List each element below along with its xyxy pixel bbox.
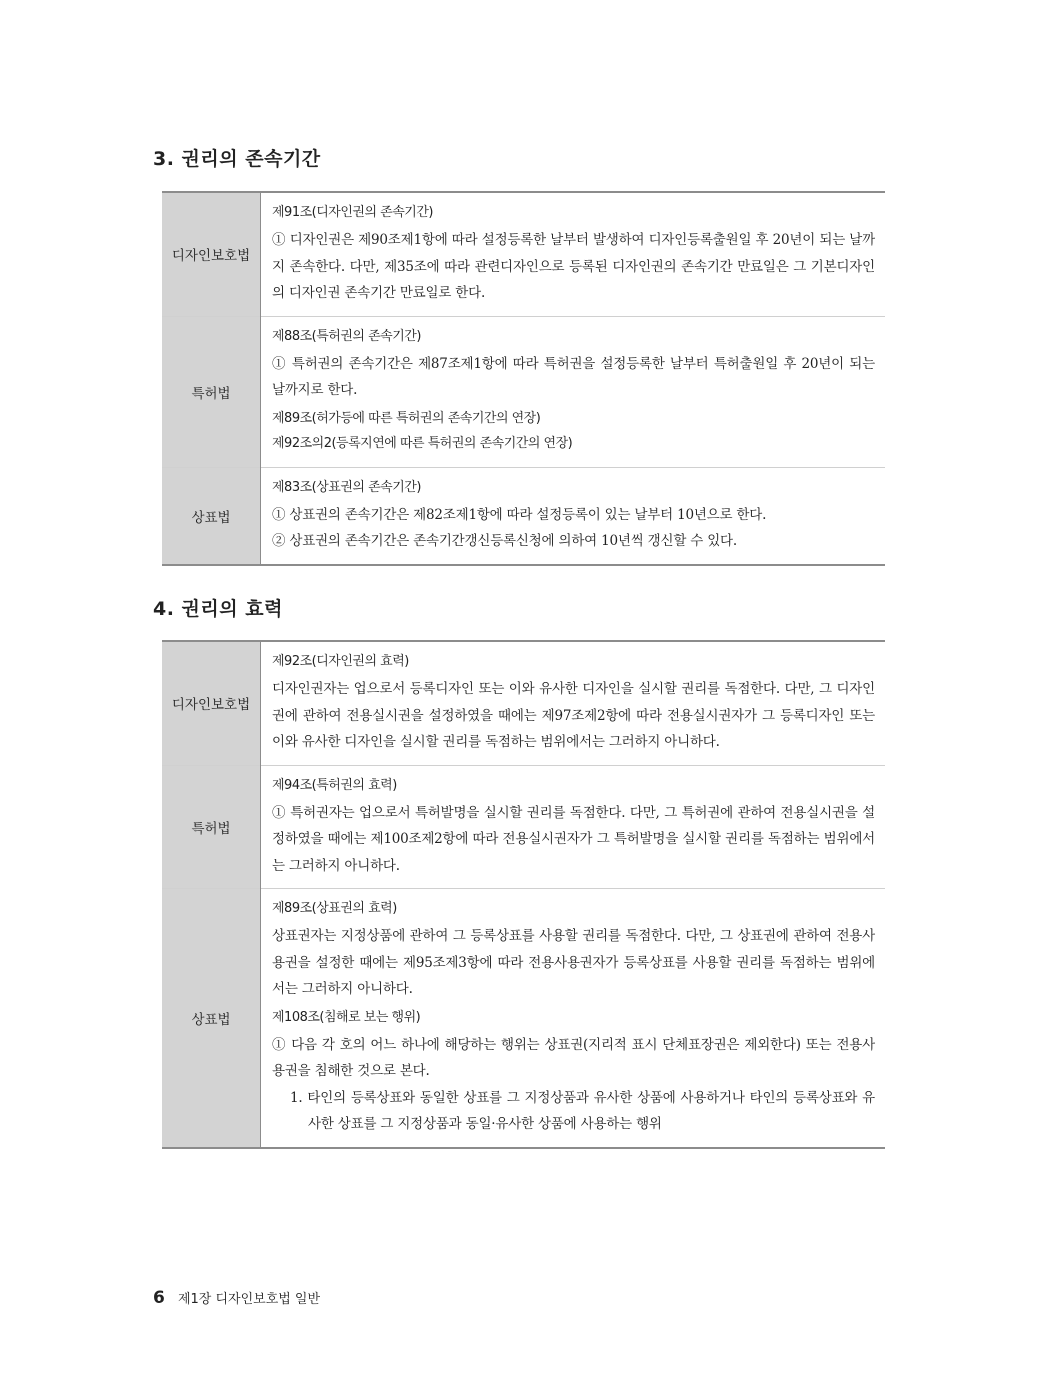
law-row xyxy=(162,765,885,889)
provision-text: ① 특허권자는 업으로서 특허발명을 실시할 권리를 독점한다. 다만, 그 특허권에 관하여 전용실시권을 설정하였을 때에는 제100조제2항에 따라 전용실시권자가 그 특허발명을 실시할 권리를 독점하는 범위에서는 그러하지 아니하다. xyxy=(272,804,875,874)
article-heading: 제89조(허가등에 따른 특허권의 존속기간의 연장) xyxy=(272,410,541,426)
law-row xyxy=(162,316,885,467)
duration-table-body xyxy=(162,192,885,565)
duration-table xyxy=(162,191,885,566)
page-number: 6 xyxy=(153,1288,165,1308)
article-heading: 제89조(상표권의 효력) xyxy=(272,901,397,916)
provision-text: 상표권자는 지정상품에 관하여 그 등록상표를 사용할 권리를 독점한다. 다만, 그 상표권에 관하여 전용사용권을 설정한 때에는 제95조제3항에 따라 전용사용권자가 등록상표를 사용할 권리를 독점하는 범위에서는 그러하지 아니하다. xyxy=(272,928,875,997)
article-heading: 제88조(특허권의 존속기간) xyxy=(272,328,421,344)
article-heading: 제92조의2(등록지연에 따른 특허권의 존속기간의 연장) xyxy=(272,435,573,451)
law-row xyxy=(162,889,885,1148)
law-row xyxy=(162,467,885,565)
section-title-duration: 3. 권리의 존속기간 xyxy=(153,148,321,170)
article-heading: 제94조(특허권의 효력) xyxy=(272,777,397,793)
provision-text: 디자인권자는 업으로서 등록디자인 또는 이와 유사한 디자인을 실시할 권리를 독점한다. 다만, 그 디자인권에 관하여 전용실시권을 설정하였을 때에는 제97조제2항에 따라 전용실시권자가 그 등록디자인 또는 이와 유사한 디자인을 실시할 권리를 독점하는 범위에서는 그러하지 아니하다. xyxy=(272,681,875,750)
provision-cell xyxy=(261,192,886,316)
provision-cell xyxy=(261,316,886,467)
law-name-cell: 상표법 xyxy=(162,467,261,565)
provision-text: ① 상표권의 존속기간은 제82조제1항에 따라 설정등록이 있는 날부터 10년으로 한다. xyxy=(272,506,767,523)
article-heading: 제83조(상표권의 존속기간) xyxy=(272,479,421,495)
law-name-cell: 디자인보호법 xyxy=(162,192,261,316)
article-heading: 제108조(침해로 보는 행위) xyxy=(272,1009,421,1025)
law-row xyxy=(162,641,885,765)
provision-cell xyxy=(261,641,886,765)
page-footer xyxy=(153,1288,320,1308)
law-name-cell: 특허법 xyxy=(162,316,261,467)
law-row xyxy=(162,192,885,316)
effect-table-body xyxy=(162,641,885,1148)
provision-text: ① 특허권의 존속기간은 제87조제1항에 따라 특허권을 설정등록한 날부터 특허출원일 후 20년이 되는 날까지로 한다. xyxy=(272,355,875,398)
law-name-cell: 상표법 xyxy=(162,889,261,1148)
section-title-effect: 4. 권리의 효력 xyxy=(153,598,283,620)
provision-text: ① 디자인권은 제90조제1항에 따라 설정등록한 날부터 발생하여 디자인등록출원일 후 20년이 되는 날까지 존속한다. 다만, 제35조에 따라 관련디자인으로 등록된 디자인권의 존속기간 만료일은 그 기본디자인의 디자인권 존속기간 만료일로 한다. xyxy=(272,232,875,301)
provision-item: 1. 타인의 등록상표와 동일한 상표를 그 지정상품과 유사한 상품에 사용하거나 타인의 등록상표와 유사한 상표를 그 지정상품과 동일·유사한 상품에 사용하는 행위 xyxy=(290,1089,875,1132)
provision-cell xyxy=(261,467,886,565)
article-heading: 제91조(디자인권의 존속기간) xyxy=(272,205,433,220)
provision-text: ② 상표권의 존속기간은 존속기간갱신등록신청에 의하여 10년씩 갱신할 수 있다. xyxy=(272,533,737,549)
article-heading: 제92조(디자인권의 효력) xyxy=(272,654,409,669)
provision-cell xyxy=(261,889,886,1148)
provision-text: ① 다음 각 호의 어느 하나에 해당하는 행위는 상표권(지리적 표시 단체표장권은 제외한다) 또는 전용사용권을 침해한 것으로 본다. xyxy=(272,1036,875,1079)
provision-cell xyxy=(261,765,886,889)
chapter-title: 제1장 디자인보호법 일반 xyxy=(177,1292,321,1307)
law-name-cell: 특허법 xyxy=(162,765,261,889)
effect-table xyxy=(162,640,885,1149)
law-name-cell: 디자인보호법 xyxy=(162,641,261,765)
